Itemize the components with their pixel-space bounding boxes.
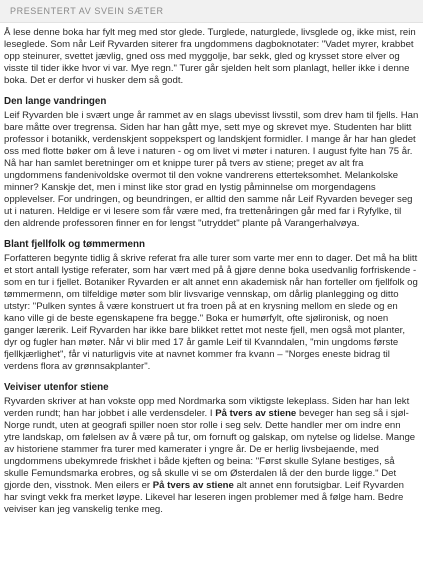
veiviser-text-3: alt annet enn forutsigbar. Leif Ryvarden har svingt vekk fra merket løype. Likevel har leseren ingen problemer med å følge ham. Bedre veiviser kan jeg vanskelig tenke meg.	[4, 480, 404, 516]
book-title-emphasis-2: På tvers av stiene	[152, 480, 234, 491]
intro-paragraph: Å lese denne boka har fylt meg med stor glede. Turglede, naturglede, livsglede og, ikke mist, rein leseglede. Som når Leif Ryvarden siterer fra ungdommens dagboknotater: "Vadet myrer, krabbet opp steinurer, svettet jævlig, gned oss med myggolje, bar sekk, gled og krysset store elver og visste til tider ikke hvor vi var. Mye regn." Turer går sjelden helt som planlagt, heller ikke i denne boka. Det er derfor vi husker dem så godt.	[4, 27, 416, 87]
veiviser-text-2: beveger han seg så i sjøl-Norge rundt, uten at geografi spiller noen stor rolle i seg selv. Dette handler mer om indre enn ytre landskap, om følelsen av å være på tur, om fornuft og galskap, om nytelse og lidelse. Mange av historiene stammer fra turer med kamerater i yngre år. De er herlig livsbejaende, med ungdommens ubekymrede friskhet i både kjeften og beina: "Først skulle Sylane bestiges, så skulle Femundsmarka erobres, og så skulle vi se om Østerdalen lå der den burde ligge." Det gjorde den, visstnok. Men eilers er	[4, 407, 416, 491]
section-heading-den-lange-vandringen: Den lange vandringen	[4, 96, 107, 108]
book-title-emphasis-1: På tvers av stiene	[215, 407, 297, 419]
section-paragraph-blant-fjellfolk: Forfatteren begynte tidlig å skrive referat fra alle turer som varte mer enn to dager. Det må ha blitt et stort antall lystige referater, som har vært med på å gjøre denne boka usedvanlig forfriskende - som en tur i fjellet. Botaniker Ryvarden er alt annet enn akademisk når han forteller om fjellfolk og tømmermenn, om tilfeldige møter som blir livsvarige vennskap, om dårlig planlegging og ditto utstyr: "Pulken syntes å være konstruert ut fra troen på at en krysning mellom en slede og en kano ville gi de beste egenskapene fra begge." Boka er humørfylt, ofte sjølironisk, og noen ganger lærerik. Leif Ryvarden har ikke bare blikket rettet mot neste fjell, men også mot planter, dyr og fugler han møter. Når vi blir med 17 år gamle Leif til Kvanndalen, "min ungdoms første fjellkjærlighet", får vi naturligvis vite at navnet kommer fra kvann – "Norges eneste bidrag til verdens flora av grønnsakplanter".	[4, 252, 418, 373]
section-heading-veiviser: Veiviser utenfor stiene	[4, 382, 109, 394]
section-paragraph-veiviser	[4, 396, 419, 516]
presenter-header	[0, 0, 423, 23]
veiviser-text-1: Ryvarden skriver at han vokste opp med Nordmarka som viktigste lekeplass. Siden har han lekt verden rundt; han har jobbet i alle verdensdeler. I	[4, 395, 410, 419]
section-heading-blant-fjellfolk: Blant fjellfolk og tømmermenn	[4, 239, 145, 251]
article-body	[0, 23, 423, 516]
presenter-label: PRESENTERT AV SVEIN SÆTER	[10, 6, 164, 16]
section-paragraph-den-lange-vandringen: Leif Ryvarden ble i svært unge år rammet av en slags ubevisst livsstil, som drev ham til fjells. Han bare måtte over tregrensa. Siden har han gått mye, sett mye og skrevet mye. Studenten har blitt professor i botanikk, verdenskjent soppekspert og landskjent formidler. I mange år har han gledet oss med flotte bøker om å leve i naturen - og om livet vi møter i naturen. I august fylte han 75 år. Nå har han samlet beretninger om et knippe turer på tvers av stiene; preget av alt fra ungdommens fandenivoldske overmot til den vokne vandrerens etterteksomhet. Melankolske minner? Kanskje det, men i minst like stor grad en lystig påminnelse om morgendagens opplevelser. For undringen, og beundringen, er alltid den samme når Leif Ryvarden beveger seg ut i naturen. Heldige er vi lesere som får være med, fra trettenåringen går med far i Ryfylke, til den aldrende professoren finner en for lengst "utryddet" plante på Varangerhalvøya.	[4, 109, 419, 230]
